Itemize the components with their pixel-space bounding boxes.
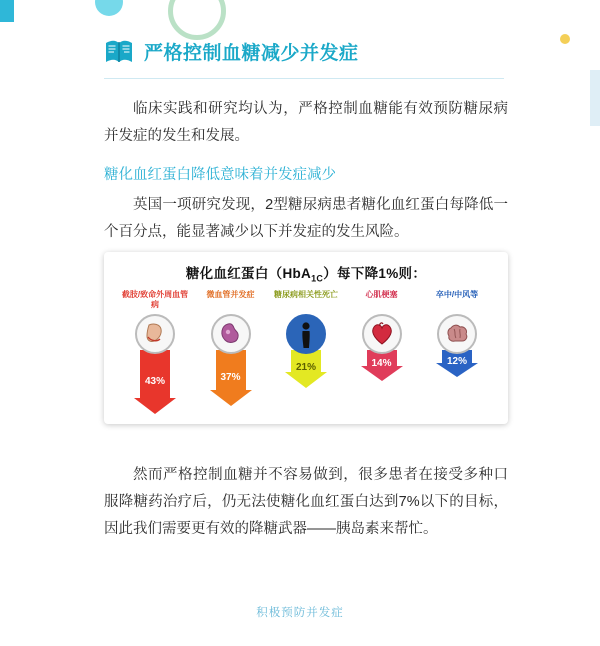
article-content-closing (104, 462, 508, 543)
decorative-bar-right (590, 70, 600, 126)
chart-label-4: 卒中/中风等 (435, 289, 479, 299)
chart-value-1: 37% (220, 371, 241, 383)
chart-label-2: 糖尿病相关性死亡 (274, 289, 338, 299)
article-content (104, 96, 508, 246)
body-silhouette-icon (286, 314, 326, 354)
open-book-icon (104, 39, 134, 65)
header-divider (104, 78, 504, 79)
chart-column-death (271, 290, 341, 414)
heart-icon (362, 314, 402, 354)
brain-icon (437, 314, 477, 354)
chart-column-stroke (422, 290, 492, 414)
chart-value-2: 21% (295, 361, 316, 373)
chart-arrow-4 (442, 350, 472, 377)
chart-title-subscript: 1C (311, 273, 324, 284)
chart-arrow-2 (291, 350, 321, 388)
chart-arrow-1 (216, 350, 246, 406)
paragraph-1: 临床实践和研究均认为，严格控制血糖能有效预防糖尿病并发症的发生和发展。 (104, 101, 508, 144)
chart-columns (104, 284, 508, 414)
decorative-ring-green (168, 0, 226, 40)
kidney-icon (211, 314, 251, 354)
footer-caption: 积极预防并发症 (256, 607, 344, 619)
chart-label-3: 心肌梗塞 (365, 289, 398, 299)
decorative-bar-left (0, 0, 14, 22)
paragraph-2: 英国一项研究发现，2型糖尿病患者糖化血红蛋白每降低一个百分点，能显著减少以下并发症的发生风险。 (104, 197, 508, 240)
chart-value-3: 14% (371, 357, 392, 369)
chart-title-prefix: 糖化血红蛋白（HbA (185, 266, 312, 281)
chart-title-suffix: ）每下降1%则： (323, 266, 427, 281)
foot-amputation-icon (135, 314, 175, 354)
chart-arrow-3 (367, 350, 397, 381)
chart-value-0: 43% (144, 375, 165, 387)
chart-column-myocardial (347, 290, 417, 414)
section-header (0, 38, 600, 65)
decorative-circle-teal (95, 0, 123, 16)
page-title: 严格控制血糖减少并发症 (144, 43, 359, 64)
chart-value-4: 12% (446, 355, 467, 367)
chart-column-amputation (120, 290, 190, 414)
subheading: 糖化血红蛋白降低意味着并发症减少 (104, 167, 336, 183)
paragraph-3: 然而严格控制血糖并不容易做到，很多患者在接受多种口服降糖药治疗后，仍无法使糖化血红蛋白达到7%以下的目标，因此我们需要更有效的降糖武器——胰岛素来帮忙。 (104, 467, 508, 537)
chart-title (104, 252, 508, 284)
infographic-card (104, 252, 508, 424)
chart-label-1: 微血管并发症 (206, 289, 255, 299)
chart-arrow-0 (140, 350, 170, 414)
chart-column-microvascular (196, 290, 266, 414)
chart-label-0: 截肢/致命外周血管病 (121, 289, 189, 309)
